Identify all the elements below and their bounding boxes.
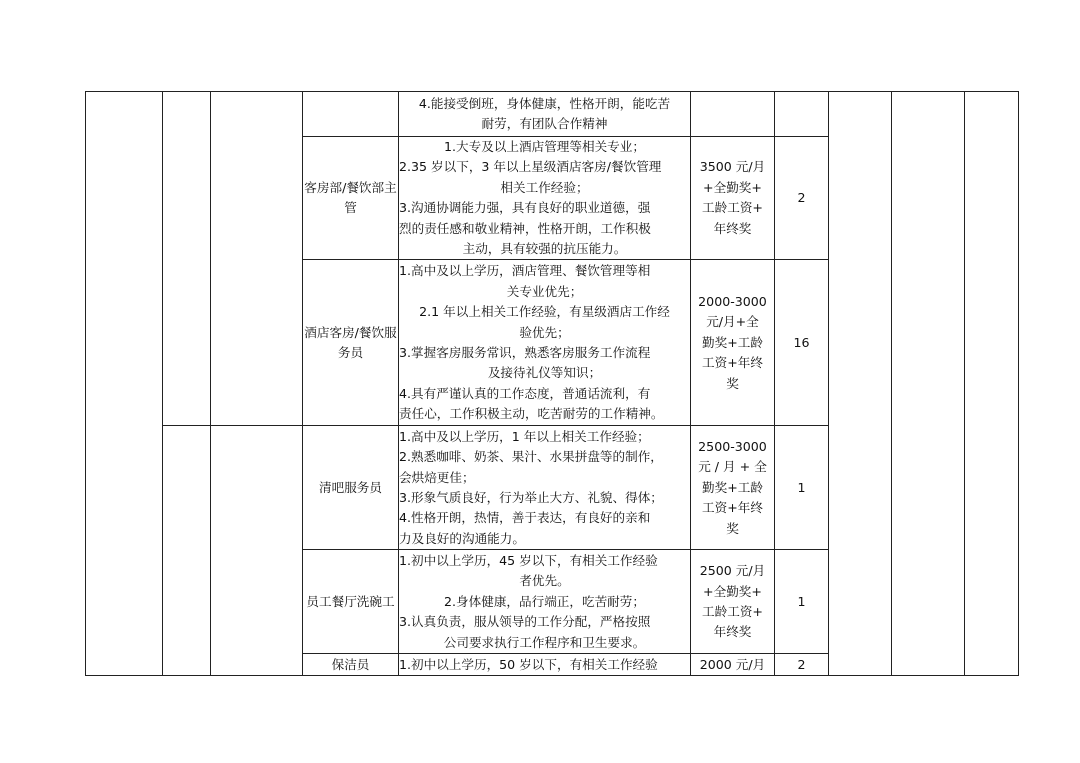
position-cell: [303, 92, 399, 137]
requirement-line: 公司要求执行工作程序和卫生要求。: [443, 634, 646, 650]
salary-cell: [691, 654, 775, 676]
requirement-line: 力及良好的沟通能力。: [399, 530, 525, 546]
salary-line: 2000-3000: [698, 293, 767, 309]
salary-line: 3500 元/月: [699, 159, 766, 175]
salary-line: 年终奖: [713, 220, 752, 236]
requirement-line: 4.性格开朗，热情，善于表达，有良好的亲和: [399, 510, 651, 526]
headcount-cell: 2: [775, 654, 829, 676]
headcount-cell: 2: [775, 137, 829, 260]
requirements-cell: [399, 654, 691, 676]
salary-line: 工资+年终: [702, 355, 763, 371]
requirement-line: 1.高中及以上学历，1 年以上相关工作经验；: [399, 428, 650, 444]
requirement-line: 3.形象气质良好，行为举止大方、礼貌、得体；: [399, 489, 663, 505]
requirement-line: 及接待礼仪等知识；: [487, 365, 602, 381]
requirement-line: 2.1 年以上相关工作经验，有星级酒店工作经: [419, 304, 670, 320]
requirement-line: 1.初中以上学历，45 岁以下，有相关工作经验: [399, 552, 658, 568]
requirement-line: 2.35 岁以下，3 年以上星级酒店客房/餐饮管理: [399, 159, 662, 175]
salary-line: 工资+年终: [702, 500, 763, 516]
headcount-cell: [775, 92, 829, 137]
position-cell: 员工餐厅洗碗工: [303, 550, 399, 654]
blank-cell: [892, 92, 965, 676]
salary-cell: [691, 137, 775, 260]
salary-line: 2000 元/月: [699, 656, 766, 672]
requirement-line: 相关工作经验；: [500, 179, 589, 195]
requirement-line: 1.大专及以上酒店管理等相关专业；: [444, 139, 645, 154]
requirement-line: 1.高中及以上学历，酒店管理、餐饮管理等相: [399, 263, 651, 279]
blank-cell: [163, 426, 211, 676]
blank-cell: [86, 92, 163, 676]
salary-line: 年终奖: [713, 624, 752, 640]
salary-line: 元/月+全: [706, 314, 759, 330]
requirement-line: 会烘焙更佳；: [399, 469, 475, 485]
headcount-cell: 1: [775, 550, 829, 654]
table-row: [86, 92, 1019, 137]
blank-cell: [829, 92, 892, 676]
requirement-line: 验优先；: [519, 324, 570, 340]
salary-line: 2500 元/月: [699, 563, 766, 579]
blank-cell: [211, 426, 303, 676]
salary-line: 勤奖+工龄: [702, 479, 763, 495]
requirements-cell: [399, 426, 691, 550]
salary-cell: [691, 550, 775, 654]
requirements-cell: [399, 92, 691, 137]
requirement-line: 烈的责任感和敬业精神，性格开朗，工作积极: [399, 220, 651, 236]
headcount-cell: 16: [775, 260, 829, 426]
position-cell: 保洁员: [303, 654, 399, 676]
salary-line: 勤奖+工龄: [702, 334, 763, 350]
requirements-cell: [399, 137, 691, 260]
salary-line: 工龄工资+: [702, 603, 763, 619]
requirement-line: 耐劳，有团队合作精神: [481, 116, 608, 131]
job-table: [85, 91, 1019, 676]
salary-cell: [691, 260, 775, 426]
requirements-cell: [399, 550, 691, 654]
requirement-line: 2.身体健康，品行端正，吃苦耐劳；: [444, 593, 645, 609]
salary-line: 工龄工资+: [702, 200, 763, 216]
salary-line: 奖: [726, 375, 739, 391]
salary-cell: [691, 92, 775, 137]
requirement-line: 者优先。: [519, 573, 570, 589]
salary-cell: [691, 426, 775, 550]
salary-line: 元 / 月 + 全: [698, 459, 767, 475]
position-cell: 酒店客房/餐饮服务员: [303, 260, 399, 426]
requirement-line: 3.认真负责，服从领导的工作分配，严格按照: [399, 614, 651, 630]
requirement-line: 2.熟悉咖啡、奶茶、果汁、水果拼盘等的制作，: [399, 449, 663, 465]
requirement-line: 责任心，工作积极主动，吃苦耐劳的工作精神。: [399, 406, 664, 422]
requirement-line: 4.具有严谨认真的工作态度，普通话流利，有: [399, 385, 651, 401]
headcount-cell: 1: [775, 426, 829, 550]
requirement-line: 主动，具有较强的抗压能力。: [462, 241, 627, 257]
position-cell: 清吧服务员: [303, 426, 399, 550]
salary-line: 奖: [726, 520, 739, 536]
salary-line: +全勤奖+: [703, 583, 762, 599]
blank-cell: [965, 92, 1019, 676]
blank-cell: [163, 92, 211, 426]
requirements-cell: [399, 260, 691, 426]
requirement-line: 1.初中以上学历，50 岁以下，有相关工作经验: [399, 656, 658, 672]
salary-line: 2500-3000: [698, 438, 767, 454]
blank-cell: [211, 92, 303, 426]
position-cell: 客房部/餐饮部主管: [303, 137, 399, 260]
requirement-line: 3.掌握客房服务常识，熟悉客房服务工作流程: [399, 344, 651, 360]
requirement-line: 3.沟通协调能力强，具有良好的职业道德，强: [399, 200, 651, 216]
requirement-line: 关专业优先；: [506, 283, 583, 299]
requirement-line: 4.能接受倒班，身体健康，性格开朗，能吃苦: [418, 95, 671, 111]
salary-line: +全勤奖+: [703, 179, 762, 195]
